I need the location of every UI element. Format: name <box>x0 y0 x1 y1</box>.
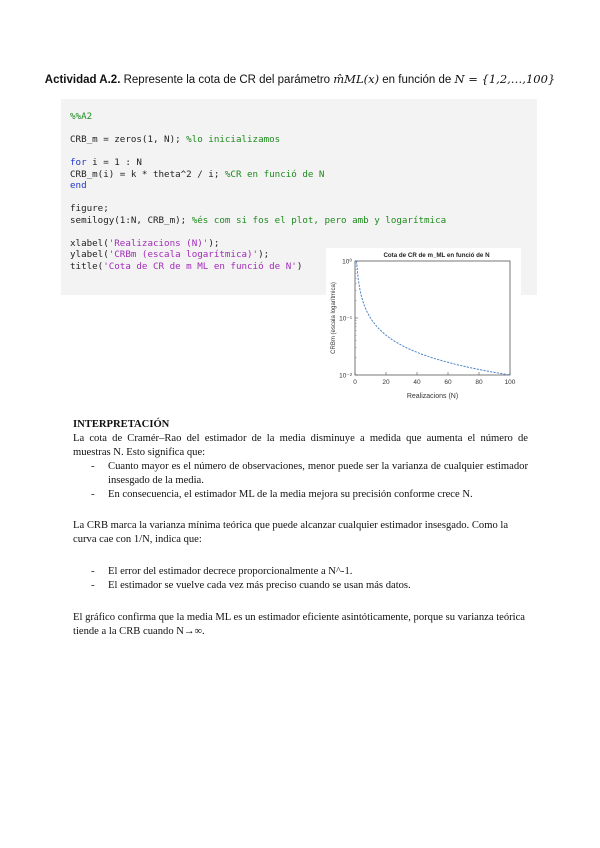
crb-paragraph-section <box>73 519 528 547</box>
plot-title: Cota de CR de m_ML en funció de N <box>383 252 490 259</box>
y-tick-label: 10⁰ <box>342 258 352 266</box>
code-token: CRB_m = zeros(1, N); <box>70 134 187 145</box>
code-token: ylabel( <box>70 249 109 260</box>
bullet-dash: - <box>91 566 95 577</box>
code-token: %lo inicializamos <box>186 134 281 145</box>
code-token: %%A2 <box>70 111 93 122</box>
code-token: 'Realizacions (N)' <box>108 237 209 249</box>
code-token: 'CRBm (escala logarítmica)' <box>108 249 259 260</box>
code-line <box>70 238 219 250</box>
x-tick-label: 40 <box>413 379 421 386</box>
interpretation-para-3: El gráfico confirma que la media ML es un estimador eficiente asintóticamente, porque su varianza teórica tiende a la CRB cuando N→∞. <box>73 612 526 637</box>
interpretation-para-1: La cota de Cramér–Rao del estimador de la media disminuye a medida que aumenta el número de muestras N. Esto significa que: <box>73 433 528 458</box>
interpretation-section <box>73 418 528 502</box>
code-line <box>70 215 446 227</box>
code-line <box>70 169 324 181</box>
code-line <box>70 180 87 192</box>
code-token: end <box>70 180 87 191</box>
x-tick-label: 60 <box>444 379 452 386</box>
code-token: ); <box>208 237 220 249</box>
semilogy-plot <box>326 248 521 405</box>
code-token: %CR en funció de N <box>224 168 325 180</box>
plot-svg <box>326 248 521 405</box>
bullet-text: Cuanto mayor es el número de observaciones, menor puede ser la varianza de cualquier estimador insesgado de la media. <box>108 461 528 486</box>
x-tick-label: 80 <box>475 379 483 386</box>
interpretation-heading: INTERPRETACIÓN <box>73 419 170 430</box>
bullet-text: En consecuencia, el estimador ML de la media mejora su precisión conforme crece N. <box>108 489 473 500</box>
crb-bullets-section <box>73 565 528 593</box>
code-line <box>70 134 280 146</box>
conclusion-section <box>73 611 528 639</box>
code-token: title( <box>70 260 104 272</box>
heading-math: N = {1,2,…,100} <box>454 72 556 86</box>
code-token: for <box>70 157 87 168</box>
bullet-item <box>73 460 528 488</box>
code-token: i = 1 : N <box>86 157 142 168</box>
code-token: ) <box>296 260 303 272</box>
x-tick-label: 0 <box>353 379 357 386</box>
bullet-item <box>73 488 528 502</box>
interpretation-para-2: La CRB marca la varianza mínima teórica que puede alcanzar cualquier estimador insesgado. Como la curva cae con 1/N, indica que: <box>73 520 509 545</box>
x-tick-label: 20 <box>382 379 390 386</box>
bullet-item <box>73 579 528 593</box>
y-tick-label: 10⁻² <box>339 372 352 380</box>
x-tick-label: 100 <box>504 379 516 386</box>
bullet-text: El estimador se vuelve cada vez más preciso cuando se usan más datos. <box>108 580 411 591</box>
bullet-dash: - <box>91 580 95 591</box>
code-token: semilogy(1:N, CRB_m); <box>70 214 192 226</box>
bullet-text: El error del estimador decrece proporcionalmente a N^-1. <box>108 566 353 577</box>
heading-text-before: Represente la cota de CR del parámetro <box>120 74 334 86</box>
code-line <box>70 157 142 169</box>
code-line <box>70 203 109 215</box>
code-token: 'Cota de CR de m ML en funció de N' <box>103 260 297 272</box>
activity-heading <box>0 72 600 86</box>
code-token: xlabel( <box>70 237 109 249</box>
heading-param: m̂ML(x) <box>333 72 380 86</box>
code-token: figure; <box>70 203 109 214</box>
bullet-item <box>73 565 528 579</box>
bullet-dash: - <box>91 461 95 472</box>
code-line <box>70 261 302 273</box>
code-token: %és com si fos el plot, pero amb y logarítmica <box>191 214 447 226</box>
y-axis-label: CRBm (escala logarítmica) <box>331 282 337 354</box>
code-token: CRB_m(i) = k * theta^2 / i; <box>70 168 225 180</box>
code-line <box>70 111 92 123</box>
x-axis-label: Realizacions (N) <box>406 393 459 400</box>
bullet-dash: - <box>91 489 95 500</box>
y-tick-label: 10⁻¹ <box>339 315 352 323</box>
code-token: ); <box>258 249 270 260</box>
heading-text-after: en función de <box>379 74 455 86</box>
code-line <box>70 249 269 261</box>
activity-label: Actividad A.2. <box>44 74 121 86</box>
